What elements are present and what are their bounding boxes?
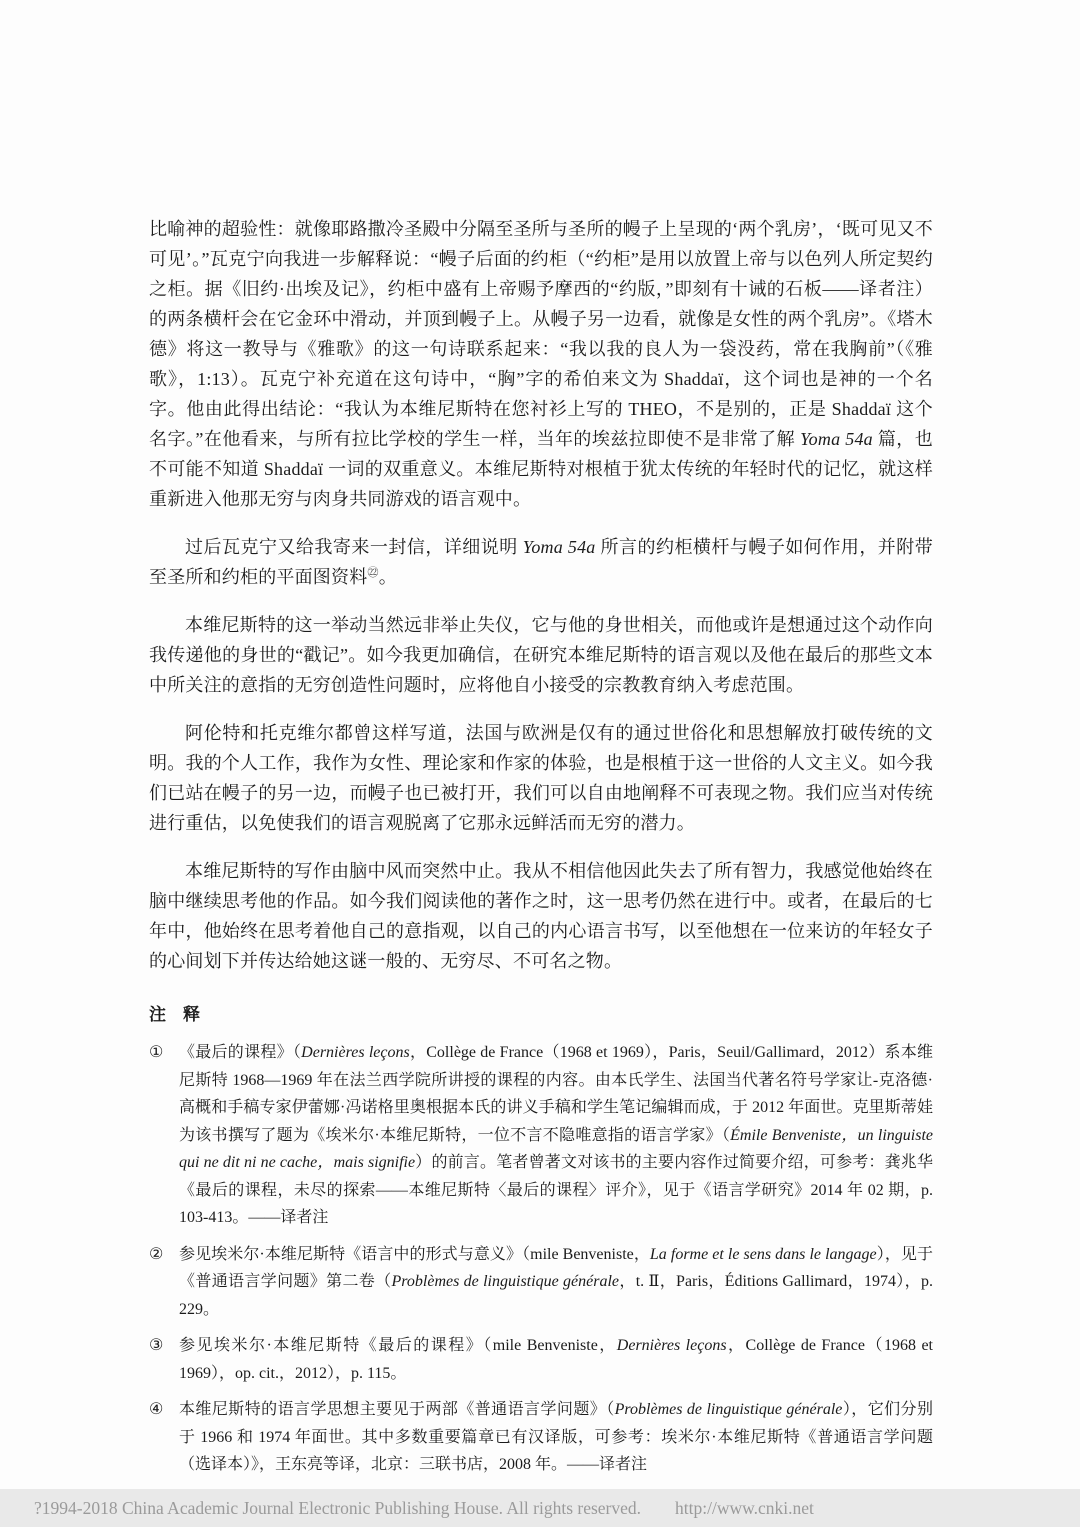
footnote	[149, 1332, 933, 1387]
paragraph: 本维尼斯特的这一举动当然远非举止失仪，它与他的身世相关，而他或许是想通过这个动作向我传递他的身世的“戳记”。如今我更加确信，在研究本维尼斯特的语言观以及他在最后的那些文本中所关注的意指的无穷创造性问题时，应将他自小接受的宗教教育纳入考虑范围。	[149, 615, 933, 695]
footnote	[149, 1039, 933, 1232]
paragraph: 阿伦特和托克维尔都曾这样写道，法国与欧洲是仅有的通过世俗化和思想解放打破传统的文明。我的个人工作，我作为女性、理论家和作家的体验，也是根植于这一世俗的人文主义。如今我们已站在幔子的另一边，而幔子也已被打开，我们可以自由地阐释不可表现之物。我们应当对传统进行重估，以免使我们的语言观脱离了它那永远鲜活而无穷的潜力。	[149, 723, 933, 833]
paragraph: 比喻神的超验性：就像耶路撒冷圣殿中分隔至圣所与圣所的幔子上呈现的‘两个乳房’，‘既可见又不可见’。”瓦克宁向我进一步解释说：“幔子后面的约柜（“约柜”是用以放置上帝与以色列人所定契约之柜。据《旧约·出埃及记》，约柜中盛有上帝赐予摩西的“约版，”即刻有十诫的石板——译者注）的两条横杆会在它金环中滑动，并顶到幔子上。从幔子另一边看，就像是女性的两个乳房”。《塔木德》将这一教导与《雅歌》的这一句诗联系起来：“我以我的良人为一袋没药，常在我胸前”（《雅歌》，1:13）。瓦克宁补充道在这句诗中，“胸”字的希伯来文为 Shaddaï，这个词也是神的一个名字。他由此得出结论：“我认为本维尼斯特在您衬衫上写的 THEO，不是别的，正是 Shaddaï 这个名字。”在他看来，与所有拉比学校的学生一样，当年的埃兹拉即使不是非常了解 Yoma 54a 篇，也不可能不知道 Shaddaï 一词的双重意义。本维尼斯特对根植于犹太传统的年轻时代的记忆，就这样重新进入他那无穷与肉身共同游戏的语言观中。	[149, 219, 933, 509]
footnote	[149, 1396, 933, 1479]
paragraph: 过后瓦克宁又给我寄来一封信，详细说明 Yoma 54a 所言的约柜横杆与幔子如何作用，并附带至圣所和约柜的平面图资料$^㉒$。	[149, 537, 933, 587]
footnote-text: 本维尼斯特的语言学思想主要见于两部《普通语言学问题》（Problèmes de linguistique générale），它们分别于 1966 和 1974 年面世。其中多数重要篇章已有汉译版，可参考：埃米尔·本维尼斯特《普通语言学问题（选译本）》，王东亮等译，北京：三联书店，2008 年。——译者注	[179, 1401, 933, 1473]
notes-section	[149, 1000, 933, 1479]
footnote-text: 《最后的课程》（Dernières leçons，Collège de France（1968 et 1969），Paris，Seuil/Gallimard，2012）系本维尼斯特 1968—1969 年在法兰西学院所讲授的课程的内容。由本氏学生、法国当代著名符号学家让-克洛德·高概和手稿专家伊蕾娜·冯诺格里奥根据本氏的讲义手稿和学生笔记编辑而成，于 2012 年面世。克里斯蒂娃为该书撰写了题为《埃米尔·本维尼斯特，一位不言不隐唯意指的语言学家》（Émile Benveniste，un linguiste qui ne dit ni ne cache，mais signifie）的前言。笔者曾著文对该书的主要内容作过简要介绍，可参考：龚兆华《最后的课程，未尽的探索——本维尼斯特〈最后的课程〉评介》，见于《语言学研究》2014 年 02 期，p. 103-413。——译者注	[179, 1044, 933, 1226]
footnote-marker: ①	[149, 1044, 164, 1061]
article-body	[149, 196, 933, 1527]
footnote-text: 参见埃米尔·本维尼斯特《语言中的形式与意义》（mile Benveniste，La forme et le sens dans le langage），见于《普通语言学问题》第二卷（Problèmes de linguistique générale，t. Ⅱ，Paris，Éditions Gallimard，1974），p. 229。	[179, 1245, 933, 1318]
footer-url: http://www.cnki.net	[675, 1497, 814, 1518]
footnote-marker: ④	[149, 1401, 164, 1418]
footnote	[149, 1241, 933, 1324]
footer-watermark	[0, 1489, 1080, 1527]
footnote-text: 参见埃米尔·本维尼斯特《最后的课程》（mile Benveniste，Dernières leçons，Collège de France（1968 et 1969），op. cit.，2012），p. 115。	[179, 1337, 933, 1382]
footnote-marker: ②	[149, 1245, 164, 1263]
paragraph: 本维尼斯特的写作由脑中风而突然中止。我从不相信他因此失去了所有智力，我感觉他始终在脑中继续思考他的作品。如今我们阅读他的著作之时，这一思考仍然在进行中。或者，在最后的七年中，他始终在思考着他自己的意指观，以自己的内心语言书写，以至他想在一位来访的年轻女子的心间划下并传达给她这谜一般的、无穷尽、不可名之物。	[149, 861, 933, 971]
footnote-marker: ③	[149, 1337, 164, 1354]
notes-title: 注 释	[149, 1005, 200, 1024]
footer-copyright-text: ?1994-2018 China Academic Journal Electronic Publishing House. All rights reserved.	[34, 1497, 642, 1518]
